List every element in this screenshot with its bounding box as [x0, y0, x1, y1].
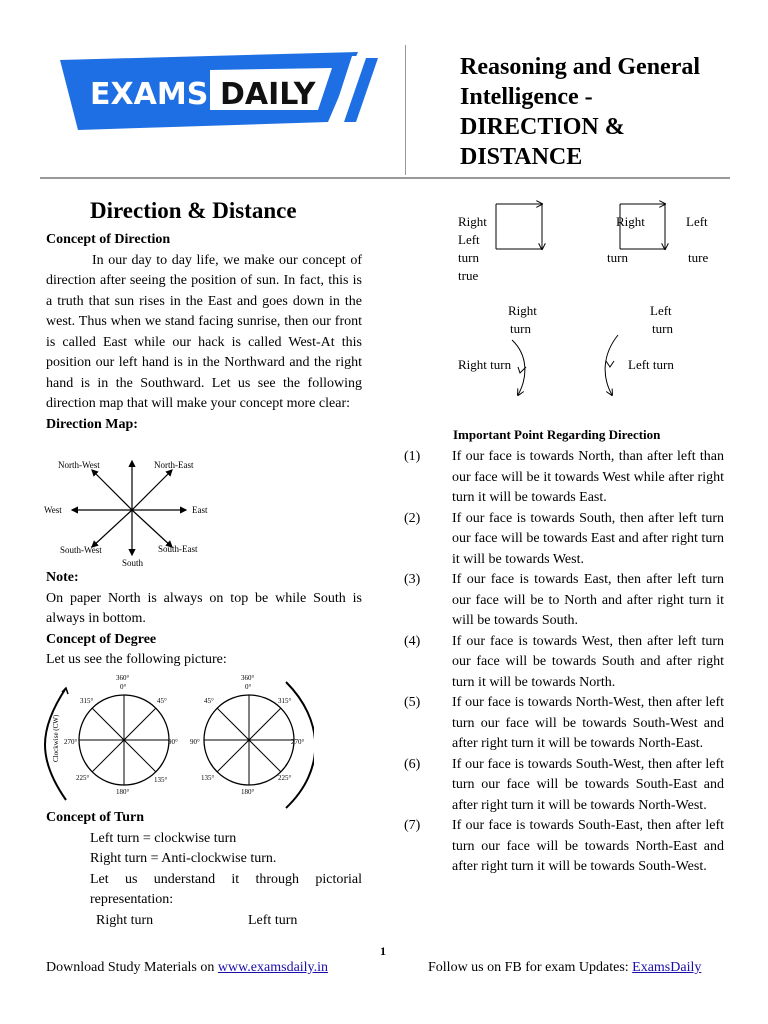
svg-text:225°: 225°: [76, 774, 90, 782]
svg-text:turn: turn: [607, 250, 628, 265]
list-item: (1) If our face is towards North, than after left than our face will be it towards West while after right turn it will be towards East.: [404, 449, 724, 505]
svg-text:Right turn: Right turn: [458, 357, 512, 372]
note-text: On paper North is always on top be while South is always in bottom.: [46, 590, 362, 626]
svg-text:0°: 0°: [245, 683, 252, 691]
concept-direction-section: [46, 230, 362, 435]
concept-turn-line-2: Right turn = Anti-clockwise turn.: [90, 851, 277, 866]
page-number: 1: [380, 944, 386, 958]
svg-text:ture: ture: [688, 250, 709, 265]
logo-text-daily: DAILY: [220, 77, 316, 112]
note-section: [46, 568, 362, 671]
header-title-line-3: DIRECTION &: [460, 114, 625, 140]
page-title: Direction & Distance: [90, 198, 297, 223]
svg-text:270°: 270°: [64, 738, 78, 746]
degree-wheels-diagram: [44, 670, 314, 810]
svg-text:Left turn: Left turn: [628, 357, 674, 372]
svg-text:Left: Left: [458, 232, 480, 247]
list-item: (7) If our face is towards South-East, then after left turn our face will be towards North-East and after right turn it will be towards South-West.: [404, 818, 724, 874]
svg-text:135°: 135°: [154, 776, 168, 784]
note-heading: Note:: [46, 570, 79, 585]
label-south-west: South-West: [60, 545, 102, 555]
bottom-right-turn-label: Right turn: [96, 912, 154, 928]
header-title-line-4: DISTANCE: [460, 144, 583, 170]
concept-degree-text: Let us see the following picture:: [46, 652, 227, 667]
footer-left-text: Download Study Materials on: [46, 960, 218, 975]
svg-text:90°: 90°: [168, 738, 178, 746]
footer-left: [46, 960, 328, 976]
svg-text:135°: 135°: [201, 774, 215, 782]
svg-text:270°: 270°: [291, 738, 305, 746]
svg-text:360°: 360°: [241, 674, 255, 682]
svg-text:Right: Right: [508, 303, 537, 318]
svg-text:360°: 360°: [116, 674, 130, 682]
important-points-heading: Important Point Regarding Direction: [453, 427, 661, 442]
important-points-section: [404, 427, 724, 878]
svg-text:turn: turn: [510, 321, 531, 336]
turn-diagrams: [456, 195, 746, 410]
svg-text:45°: 45°: [157, 697, 167, 705]
header-divider: [405, 45, 406, 175]
list-item: (6) If our face is towards South-West, then after left turn our face will be towards South-East and after right turn it will be towards North-West.: [404, 756, 724, 813]
svg-text:Left: Left: [686, 214, 708, 229]
svg-text:Right: Right: [616, 214, 645, 229]
svg-text:0°: 0°: [120, 683, 127, 691]
label-north-west: North-West: [58, 460, 100, 470]
bottom-left-turn-label: Left turn: [248, 912, 298, 928]
header-title: [460, 52, 750, 172]
header-rule: [40, 177, 730, 179]
svg-text:315°: 315°: [278, 697, 292, 705]
exams-daily-logo: [60, 52, 380, 130]
svg-text:315°: 315°: [80, 697, 94, 705]
clockwise-label: Clockwise (CW): [52, 714, 60, 762]
svg-text:true: true: [458, 268, 479, 283]
svg-text:180°: 180°: [116, 788, 130, 796]
header-title-line-1: Reasoning and General: [460, 54, 701, 80]
label-south: South: [122, 558, 144, 568]
svg-text:Left: Left: [650, 303, 672, 318]
svg-text:turn: turn: [652, 321, 673, 336]
svg-text:180°: 180°: [241, 788, 255, 796]
direction-map-diagram: [44, 455, 224, 570]
label-north-east: North-East: [154, 460, 194, 470]
footer-right: [428, 960, 701, 976]
label-south-east: South-East: [158, 544, 198, 554]
header-title-line-2: Intelligence -: [460, 84, 593, 110]
logo-text-exams: EXAMS: [90, 77, 209, 112]
svg-text:45°: 45°: [204, 697, 214, 705]
svg-text:Right: Right: [458, 214, 487, 229]
list-item: (5) If our face is towards North-West, then after left turn our face will be towards South-West and after right turn it will be towards North-East.: [404, 695, 724, 751]
concept-turn-heading: Concept of Turn: [46, 810, 145, 825]
concept-turn-section: [46, 808, 362, 931]
examsdaily-fb-link[interactable]: ExamsDaily: [632, 960, 702, 975]
concept-turn-line-1: Left turn = clockwise turn: [90, 830, 237, 846]
concept-direction-text: In our day to day life, we make our concept of direction after seeing the position of sun. In fact, this is a truth that sun rises in the East and goes down in the west. Thus when we stand facing sunrise, then our front is called East while our hack is called West-At this position our left hand is in the Northward and the right hand is in the Southward. Let us see the following direction map that will make your concept more clear:: [46, 252, 362, 411]
examsdaily-site-link[interactable]: www.examsdaily.in: [217, 960, 329, 975]
concept-turn-line-3: Let us understand it through pictorial representation:: [90, 871, 362, 907]
label-east: East: [192, 505, 208, 515]
footer-right-text: Follow us on FB for exam Updates:: [428, 960, 633, 975]
label-west: West: [44, 505, 62, 515]
concept-degree-heading: Concept of Degree: [46, 631, 157, 647]
svg-text:turn: turn: [458, 250, 479, 265]
svg-text:225°: 225°: [278, 774, 292, 782]
list-item: (3) If our face is towards East, then after left turn our face will be to North and after right turn it will be towards South.: [404, 572, 724, 628]
direction-map-heading: Direction Map:: [46, 416, 138, 432]
list-item: (2) If our face is towards South, then after left turn our face will be towards East and after right turn it will be towards West.: [404, 510, 724, 567]
svg-text:90°: 90°: [190, 738, 200, 746]
list-item: (4) If our face is towards West, then after left turn our face will be towards South and after right turn it will be towards North.: [404, 633, 724, 690]
concept-direction-heading: Concept of Direction: [46, 232, 171, 247]
